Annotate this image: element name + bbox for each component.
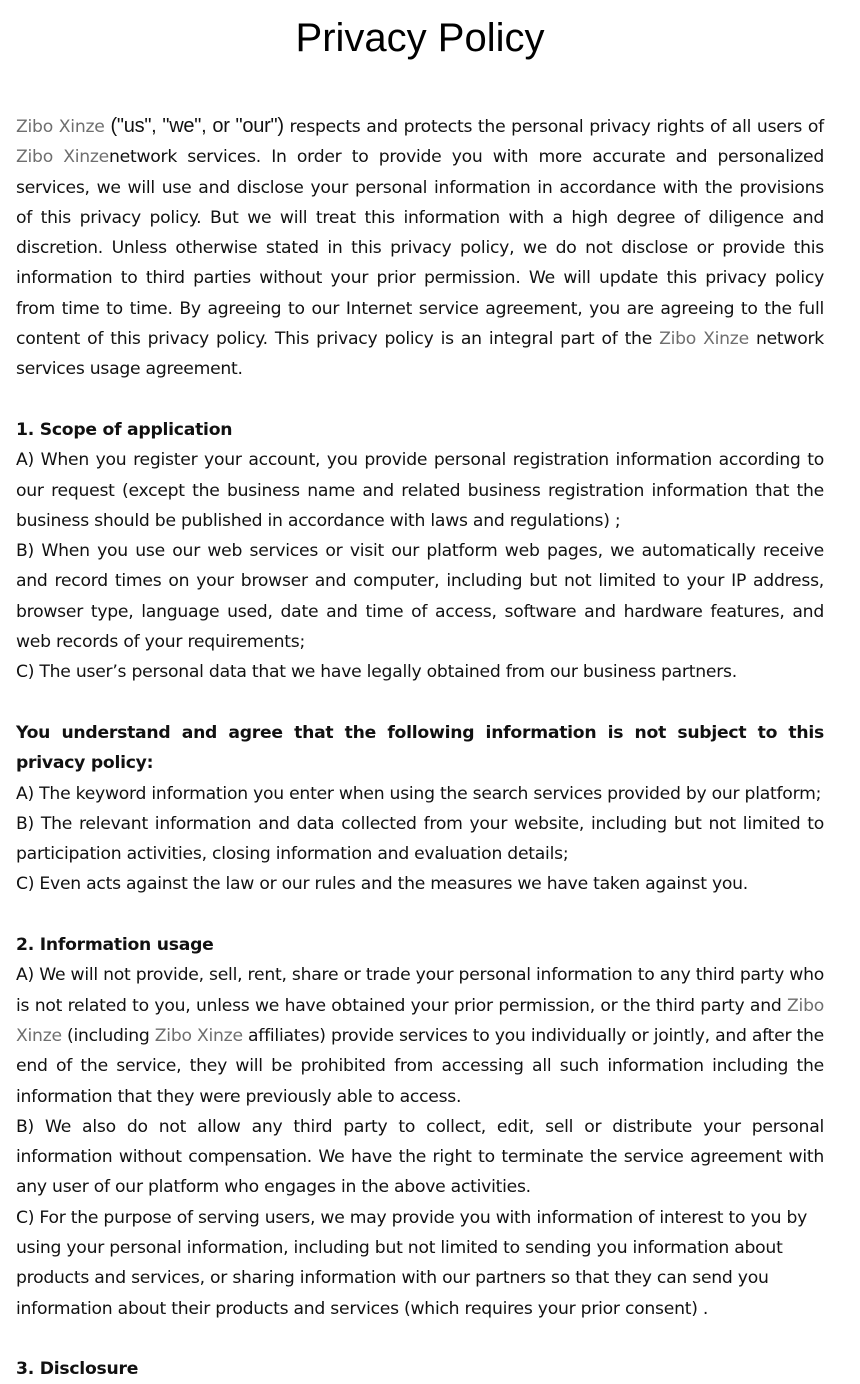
- usage-item-c: C) For the purpose of serving users, we may provide you with information of interest to you by using your personal information, including but not limited to sending you information about products and services, or sharing information with our partners so that they can send you information about their products and services (which requires your prior consent) .: [16, 1207, 808, 1319]
- company-name: Zibo Xinze: [16, 117, 105, 137]
- intro-text: network services. In order to provide you with more accurate and personalized services, we will use and disclose your personal information in accordance with the provisions of this privacy policy. But we will treat this information with a high degree of diligence and discretion. Unless otherwise stated in this privacy policy, we do not disclose or provide this information to third parties without your prior permission. We will update this privacy policy from time to time. By agreeing to our Internet service agreement, you are agreeing to the full content of this privacy policy. This privacy policy is an integral part of the: [16, 147, 824, 350]
- section-heading-disclosure: 3. Disclosure: [16, 1359, 139, 1380]
- section-heading-scope: 1. Scope of application: [16, 419, 233, 440]
- scope-item-c: C) The user’s personal data that we have legally obtained from our business partners.: [16, 662, 737, 683]
- paragraph-gap: [16, 1324, 824, 1354]
- company-name: Zibo Xinze: [16, 147, 109, 168]
- intro-text: network services usage agreement.: [16, 329, 824, 380]
- intro-paragraph: [16, 111, 824, 385]
- not-subject-item-c: C) Even acts against the law or our rules and the measures we have taken against you.: [16, 874, 748, 895]
- not-subject-item-b: B) The relevant information and data collected from your website, including but not limited to participation activities, closing information and evaluation details;: [16, 813, 824, 865]
- page-title: Privacy Policy: [295, 16, 545, 60]
- not-subject-item-a: A) The keyword information you enter when using the search services provided by our platform;: [16, 783, 822, 804]
- paragraph-gap: [16, 385, 824, 415]
- company-name: Zibo Xinze: [659, 329, 749, 350]
- section-heading-not-subject: You understand and agree that the following information is not subject to this privacy policy:: [16, 722, 824, 774]
- company-name: Zibo Xinze: [16, 995, 824, 1046]
- pronoun-definition: ("us", "we", or "our"): [104, 115, 284, 137]
- usage-text: affiliates) provide services to you individually or jointly, and after the end of the service, they will be prohibited from accessing all such information including the information that they were previously able to access.: [16, 1025, 825, 1107]
- usage-text: (including: [61, 1025, 155, 1046]
- usage-text: A) We will not provide, sell, rent, share or trade your personal information to any third party who is not related to you, unless we have obtained your prior permission, or the third party and: [16, 965, 824, 1016]
- intro-text: respects and protects the personal privacy rights of all users of: [283, 117, 824, 137]
- paragraph-gap: [16, 688, 824, 718]
- scope-item-b: B) When you use our web services or visit our platform web pages, we automatically receive and record times on your browser and computer, including but not limited to your IP address, browser type, language used, date and time of access, software and hardware features, and web records of your requirements;: [16, 541, 824, 653]
- company-name: Zibo Xinze: [154, 1025, 243, 1046]
- policy-body: [16, 111, 824, 1384]
- section-heading-usage: 2. Information usage: [16, 935, 214, 956]
- usage-item-b: B) We also do not allow any third party to collect, edit, sell or distribute your personal information without compensation. We have the right to terminate the service agreement with any user of our platform who engages in the above activities.: [16, 1116, 824, 1198]
- usage-item-a: [16, 960, 824, 1111]
- scope-item-a: A) When you register your account, you provide personal registration information according to our request (except the business name and related business registration information that the business should be published in accordance with laws and regulations) ;: [16, 450, 824, 531]
- paragraph-gap: [16, 900, 824, 930]
